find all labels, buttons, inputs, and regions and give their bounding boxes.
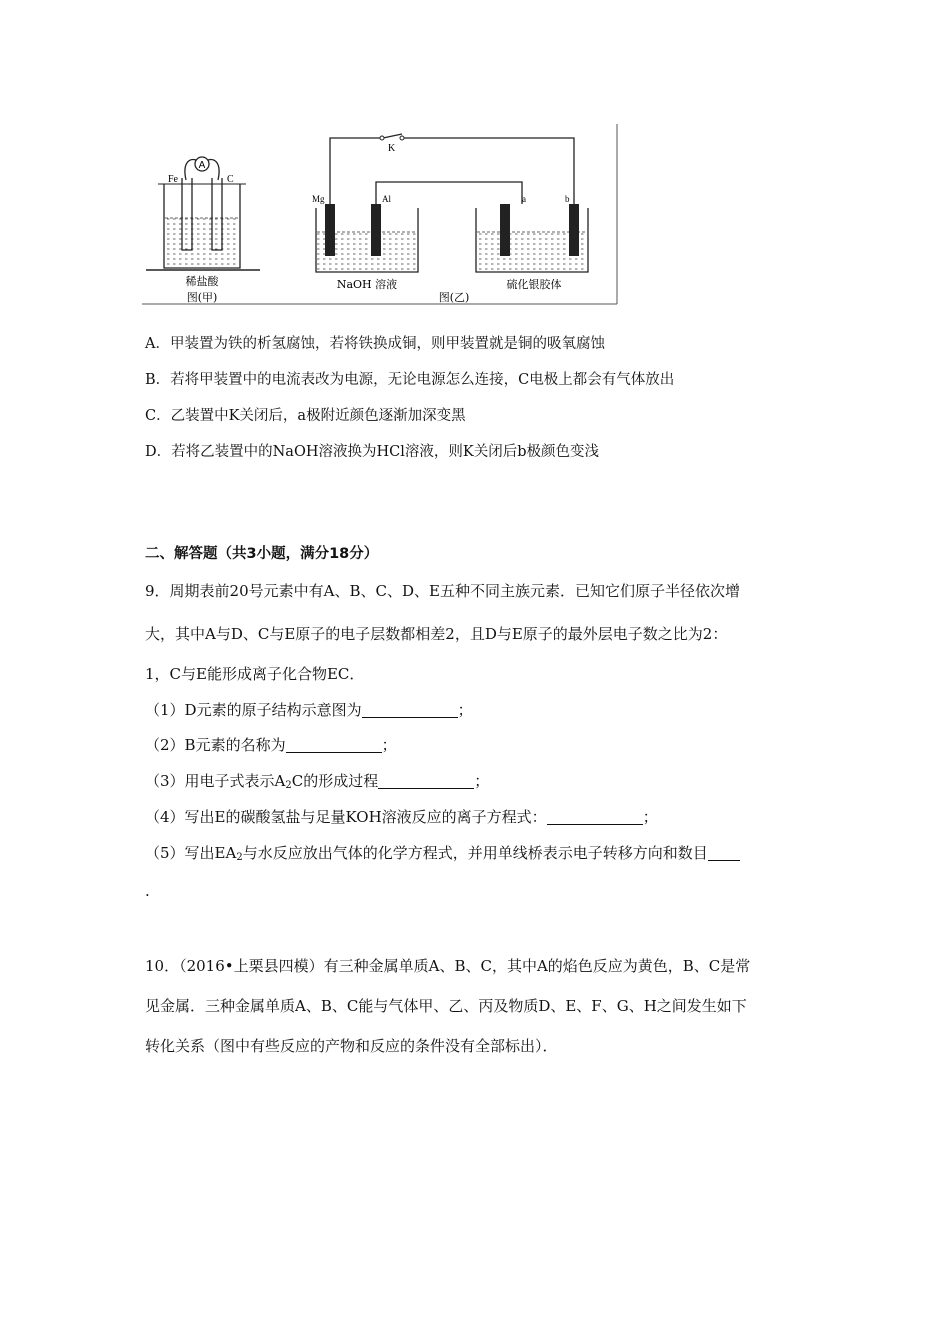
figure-yi — [312, 134, 588, 304]
subscript: 2 — [236, 852, 243, 863]
q10-line-1: 10．（2016•上栗县四模）有三种金属单质A、B、C，其中A的焰色反应为黄色，B、C是常 — [145, 957, 751, 975]
q9-part-3-text: （3）用电子式表示A — [145, 772, 286, 790]
answer-blank-1[interactable] — [362, 701, 458, 718]
semicolon: ； — [474, 772, 490, 790]
q9-line-1: 9．周期表前20号元素中有A、B、C、D、E五种不同主族元素．已知它们原子半径依次增 — [145, 582, 740, 600]
q9-part-3-text-end: C的形成过程 — [291, 772, 379, 790]
q9-part-1-text: （1）D元素的原子结构示意图为 — [145, 701, 362, 719]
q9-part-2 — [145, 734, 397, 756]
hcl-label: 稀盐酸 — [185, 275, 219, 288]
q9-part-4-text: （4）写出E的碳酸氢盐与足量KOH溶液反应的离子方程式： — [145, 808, 547, 826]
answer-blank-4[interactable] — [547, 808, 643, 825]
ammeter-label: A — [198, 160, 206, 171]
q10-line-2: 见金属．三种金属单质A、B、C能与气体甲、乙、丙及物质D、E、F、G、H之间发生如下 — [145, 997, 747, 1015]
fe-label: Fe — [168, 174, 178, 185]
switch-k-icon — [383, 134, 402, 138]
apparatus-figure — [142, 122, 618, 306]
subscript: 2 — [285, 780, 292, 791]
semicolon: ； — [457, 701, 473, 719]
b-electrode — [569, 204, 579, 256]
colloid-label: 硫化银胶体 — [506, 278, 562, 291]
section-title: 二、解答题（共3小题，满分18分） — [145, 546, 379, 562]
b-label: b — [565, 194, 570, 204]
apparatus-svg — [142, 122, 618, 306]
answer-blank-2[interactable] — [286, 736, 382, 753]
al-electrode — [371, 204, 381, 256]
q10-line-3: 转化关系（图中有些反应的产物和反应的条件没有全部标出）． — [145, 1037, 558, 1055]
al-label: Al — [382, 194, 391, 204]
answer-blank-3[interactable] — [378, 772, 474, 789]
q9-part-5-text-end: 与水反应放出气体的化学方程式，并用单线桥表示电子转移方向和数目 — [242, 844, 708, 862]
answer-blank-5[interactable] — [708, 844, 740, 861]
q9-part-2-text: （2）B元素的名称为 — [145, 736, 286, 754]
option-b: B．若将甲装置中的电流表改为电源，无论电源怎么连接，C电极上都会有气体放出 — [145, 372, 675, 388]
naoh-label: NaOH 溶液 — [336, 278, 398, 291]
q9-part-5-text: （5）写出EA — [145, 844, 237, 862]
c-label: C — [227, 174, 234, 185]
a-electrode — [500, 204, 510, 256]
semicolon: ； — [642, 808, 658, 826]
switch-k-label: K — [388, 143, 396, 154]
q9-line-3: 1，C与E能形成离子化合物EC． — [145, 665, 365, 683]
option-a: A．甲装置为铁的析氢腐蚀，若将铁换成铜，则甲装置就是铜的吸氧腐蚀 — [145, 336, 605, 352]
q9-part-4 — [145, 806, 658, 828]
q9-part-5 — [145, 842, 740, 864]
figure-jia-caption: 图(甲) — [186, 291, 218, 304]
figure-jia — [146, 157, 260, 304]
figure-yi-caption: 图(乙) — [438, 291, 470, 304]
q9-part-3 — [145, 770, 489, 792]
option-d: D．若将乙装置中的NaOH溶液换为HCl溶液，则K关闭后b极颜色变浅 — [145, 444, 599, 460]
mg-label: Mg — [312, 194, 325, 204]
mg-electrode — [325, 204, 335, 256]
q9-line-2: 大，其中A与D、C与E原子的电子层数都相差2，且D与E原子的最外层电子数之比为2： — [145, 625, 728, 643]
semicolon: ； — [381, 736, 397, 754]
option-c: C．乙装置中K关闭后，a极附近颜色逐渐加深变黑 — [145, 408, 466, 424]
a-label: a — [522, 194, 526, 204]
q9-end-dot: . — [145, 882, 150, 900]
q9-part-1 — [145, 699, 473, 721]
hcl-liquid — [165, 218, 239, 267]
